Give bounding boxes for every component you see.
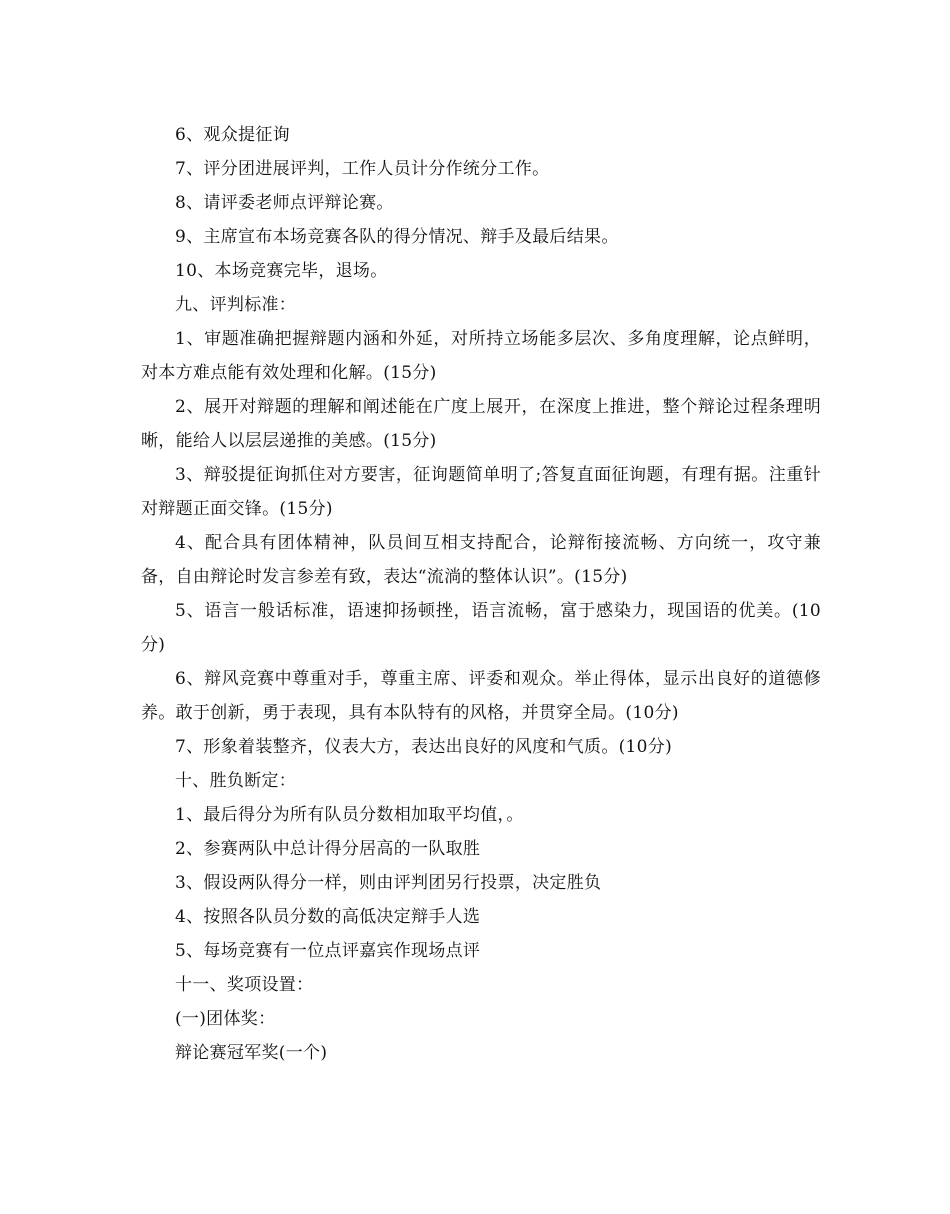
criterion-debate-manner: 6、辩风竞赛中尊重对手，尊重主席、评委和观众。举止得体，显示出良好的道德修养。敢于创新，勇于表现，具有本队特有的风格，并贯穿全局。(10分): [141, 669, 821, 723]
rule-best-debater: 4、按照各队员分数的高低决定辩手人选: [175, 907, 481, 927]
paragraph-match-end: 10、本场竞赛完毕，退场。: [175, 261, 388, 281]
section-heading-winner-determination: 十、胜负断定：: [175, 771, 297, 791]
section-heading-awards: 十一、奖项设置：: [175, 975, 314, 995]
document-body: [141, 118, 821, 1070]
criterion-language: 5、语言一般话标准，语速抑扬顿挫，语言流畅，富于感染力，现国语的优美。(10分): [141, 601, 821, 655]
rule-final-score: 1、最后得分为所有队员分数相加取平均值，。: [175, 805, 524, 825]
criterion-appearance: 7、形象着装整齐，仪表大方，表达出良好的风度和气质。(10分): [175, 737, 673, 757]
paragraph-audience-questions: 6、观众提征询: [175, 125, 290, 145]
rule-tie-vote: 3、假设两队得分一样，则由评判团另行投票，决定胜负: [175, 873, 602, 893]
criterion-argument-development: 2、展开对辩题的理解和阐述能在广度上展开，在深度上推进，整个辩论过程条理明晰，能给人以层层递推的美感。(15分): [141, 397, 821, 451]
rule-higher-score-wins: 2、参赛两队中总计得分居高的一队取胜: [175, 839, 481, 859]
paragraph-judge-comments: 8、请评委老师点评辩论赛。: [175, 193, 394, 213]
criterion-rebuttal: 3、辩驳提征询抓住对方要害，征询题简单明了;答复直面征询题，有理有据。注重针对辩题正面交锋。(15分): [141, 465, 821, 519]
paragraph-announce-results: 9、主席宣布本场竞赛各队的得分情况、辩手及最后结果。: [175, 227, 619, 247]
criterion-topic-analysis: 1、审题准确把握辩题内涵和外延，对所持立场能多层次、多角度理解，论点鲜明，对本方难点能有效处理和化解。(15分): [141, 329, 821, 383]
paragraph-judging-scoring: 7、评分团进展评判，工作人员计分作统分工作。: [175, 159, 550, 179]
rule-guest-commentary: 5、每场竞赛有一位点评嘉宾作现场点评: [175, 941, 481, 961]
award-champion: 辩论赛冠军奖(一个): [175, 1043, 328, 1063]
criterion-teamwork: 4、配合具有团体精神，队员间互相支持配合，论辩衔接流畅、方向统一，攻守兼备，自由辩论时发言参差有致，表达“流淌的整体认识”。(15分): [141, 533, 821, 587]
section-heading-judging-criteria: 九、评判标准：: [175, 295, 297, 315]
award-category-team: (一)团体奖：: [175, 1009, 276, 1029]
